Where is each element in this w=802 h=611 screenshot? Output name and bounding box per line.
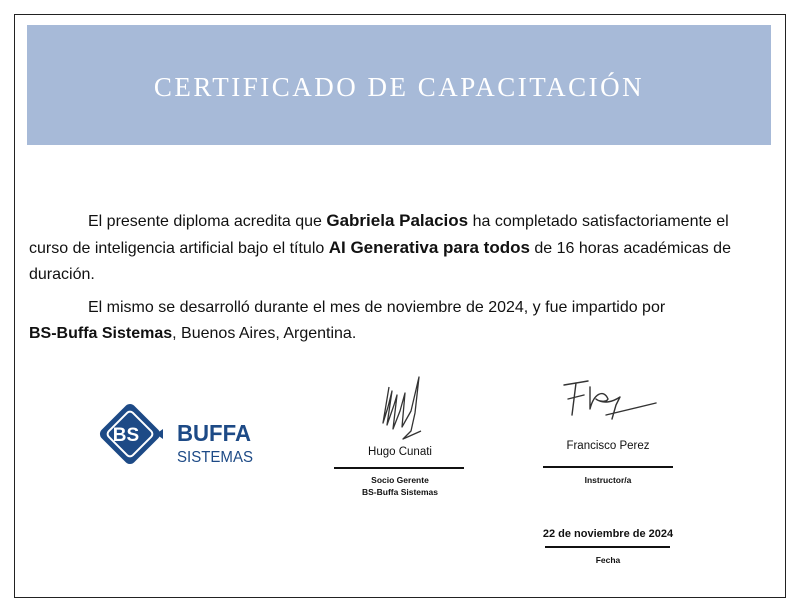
signer2-rule bbox=[543, 466, 673, 468]
signer2-block bbox=[548, 440, 668, 452]
signer1-name: Hugo Cunati bbox=[368, 446, 432, 458]
signature-francisco-perez bbox=[560, 375, 660, 425]
certificate-title: CERTIFICADO DE CAPACITACIÓN bbox=[153, 71, 645, 102]
signer1-rule bbox=[334, 467, 464, 469]
logo-buffa-text: BUFFA bbox=[177, 420, 251, 446]
date-value: 22 de noviembre de 2024 bbox=[542, 528, 674, 540]
company-name: BS-Buffa Sistemas bbox=[29, 325, 173, 342]
logo-sistemas-text: SISTEMAS bbox=[177, 449, 253, 466]
date-block bbox=[523, 528, 693, 540]
p2-text-b: , Buenos Aires, Argentina. bbox=[172, 325, 357, 342]
certificate-paragraph-2 bbox=[29, 295, 769, 347]
signer2-role: Instructor/a bbox=[584, 475, 632, 485]
signer2-name: Francisco Perez bbox=[566, 440, 650, 452]
date-rule bbox=[545, 546, 670, 548]
signer1-company: BS-Buffa Sistemas bbox=[361, 487, 439, 497]
p1-text-b: ha completado satisfactoriamente el curso de inteligencia artificial bajo el título bbox=[29, 213, 729, 257]
signer1-role: Socio Gerente bbox=[371, 475, 429, 485]
signature-hugo-cunati bbox=[375, 367, 429, 441]
p1-text-c: de 16 horas académicas de duración. bbox=[29, 240, 731, 283]
certificate-banner bbox=[27, 25, 771, 145]
logo-badge-text: BS bbox=[112, 425, 140, 446]
p2-text-a: El mismo se desarrolló durante el mes de noviembre de 2024, y fue impartido por bbox=[88, 299, 666, 316]
signer1-block bbox=[340, 446, 460, 458]
certificate-paragraph-1 bbox=[29, 208, 769, 288]
signer2-roles bbox=[548, 474, 668, 486]
date-label-block bbox=[548, 554, 668, 566]
p1-text-a: El presente diploma acredita que bbox=[88, 213, 327, 230]
buffa-sistemas-logo bbox=[96, 403, 266, 483]
course-title: AI Generativa para todos bbox=[328, 238, 530, 257]
recipient-name: Gabriela Palacios bbox=[326, 211, 469, 230]
signer1-roles bbox=[330, 474, 470, 498]
date-label: Fecha bbox=[595, 555, 621, 565]
